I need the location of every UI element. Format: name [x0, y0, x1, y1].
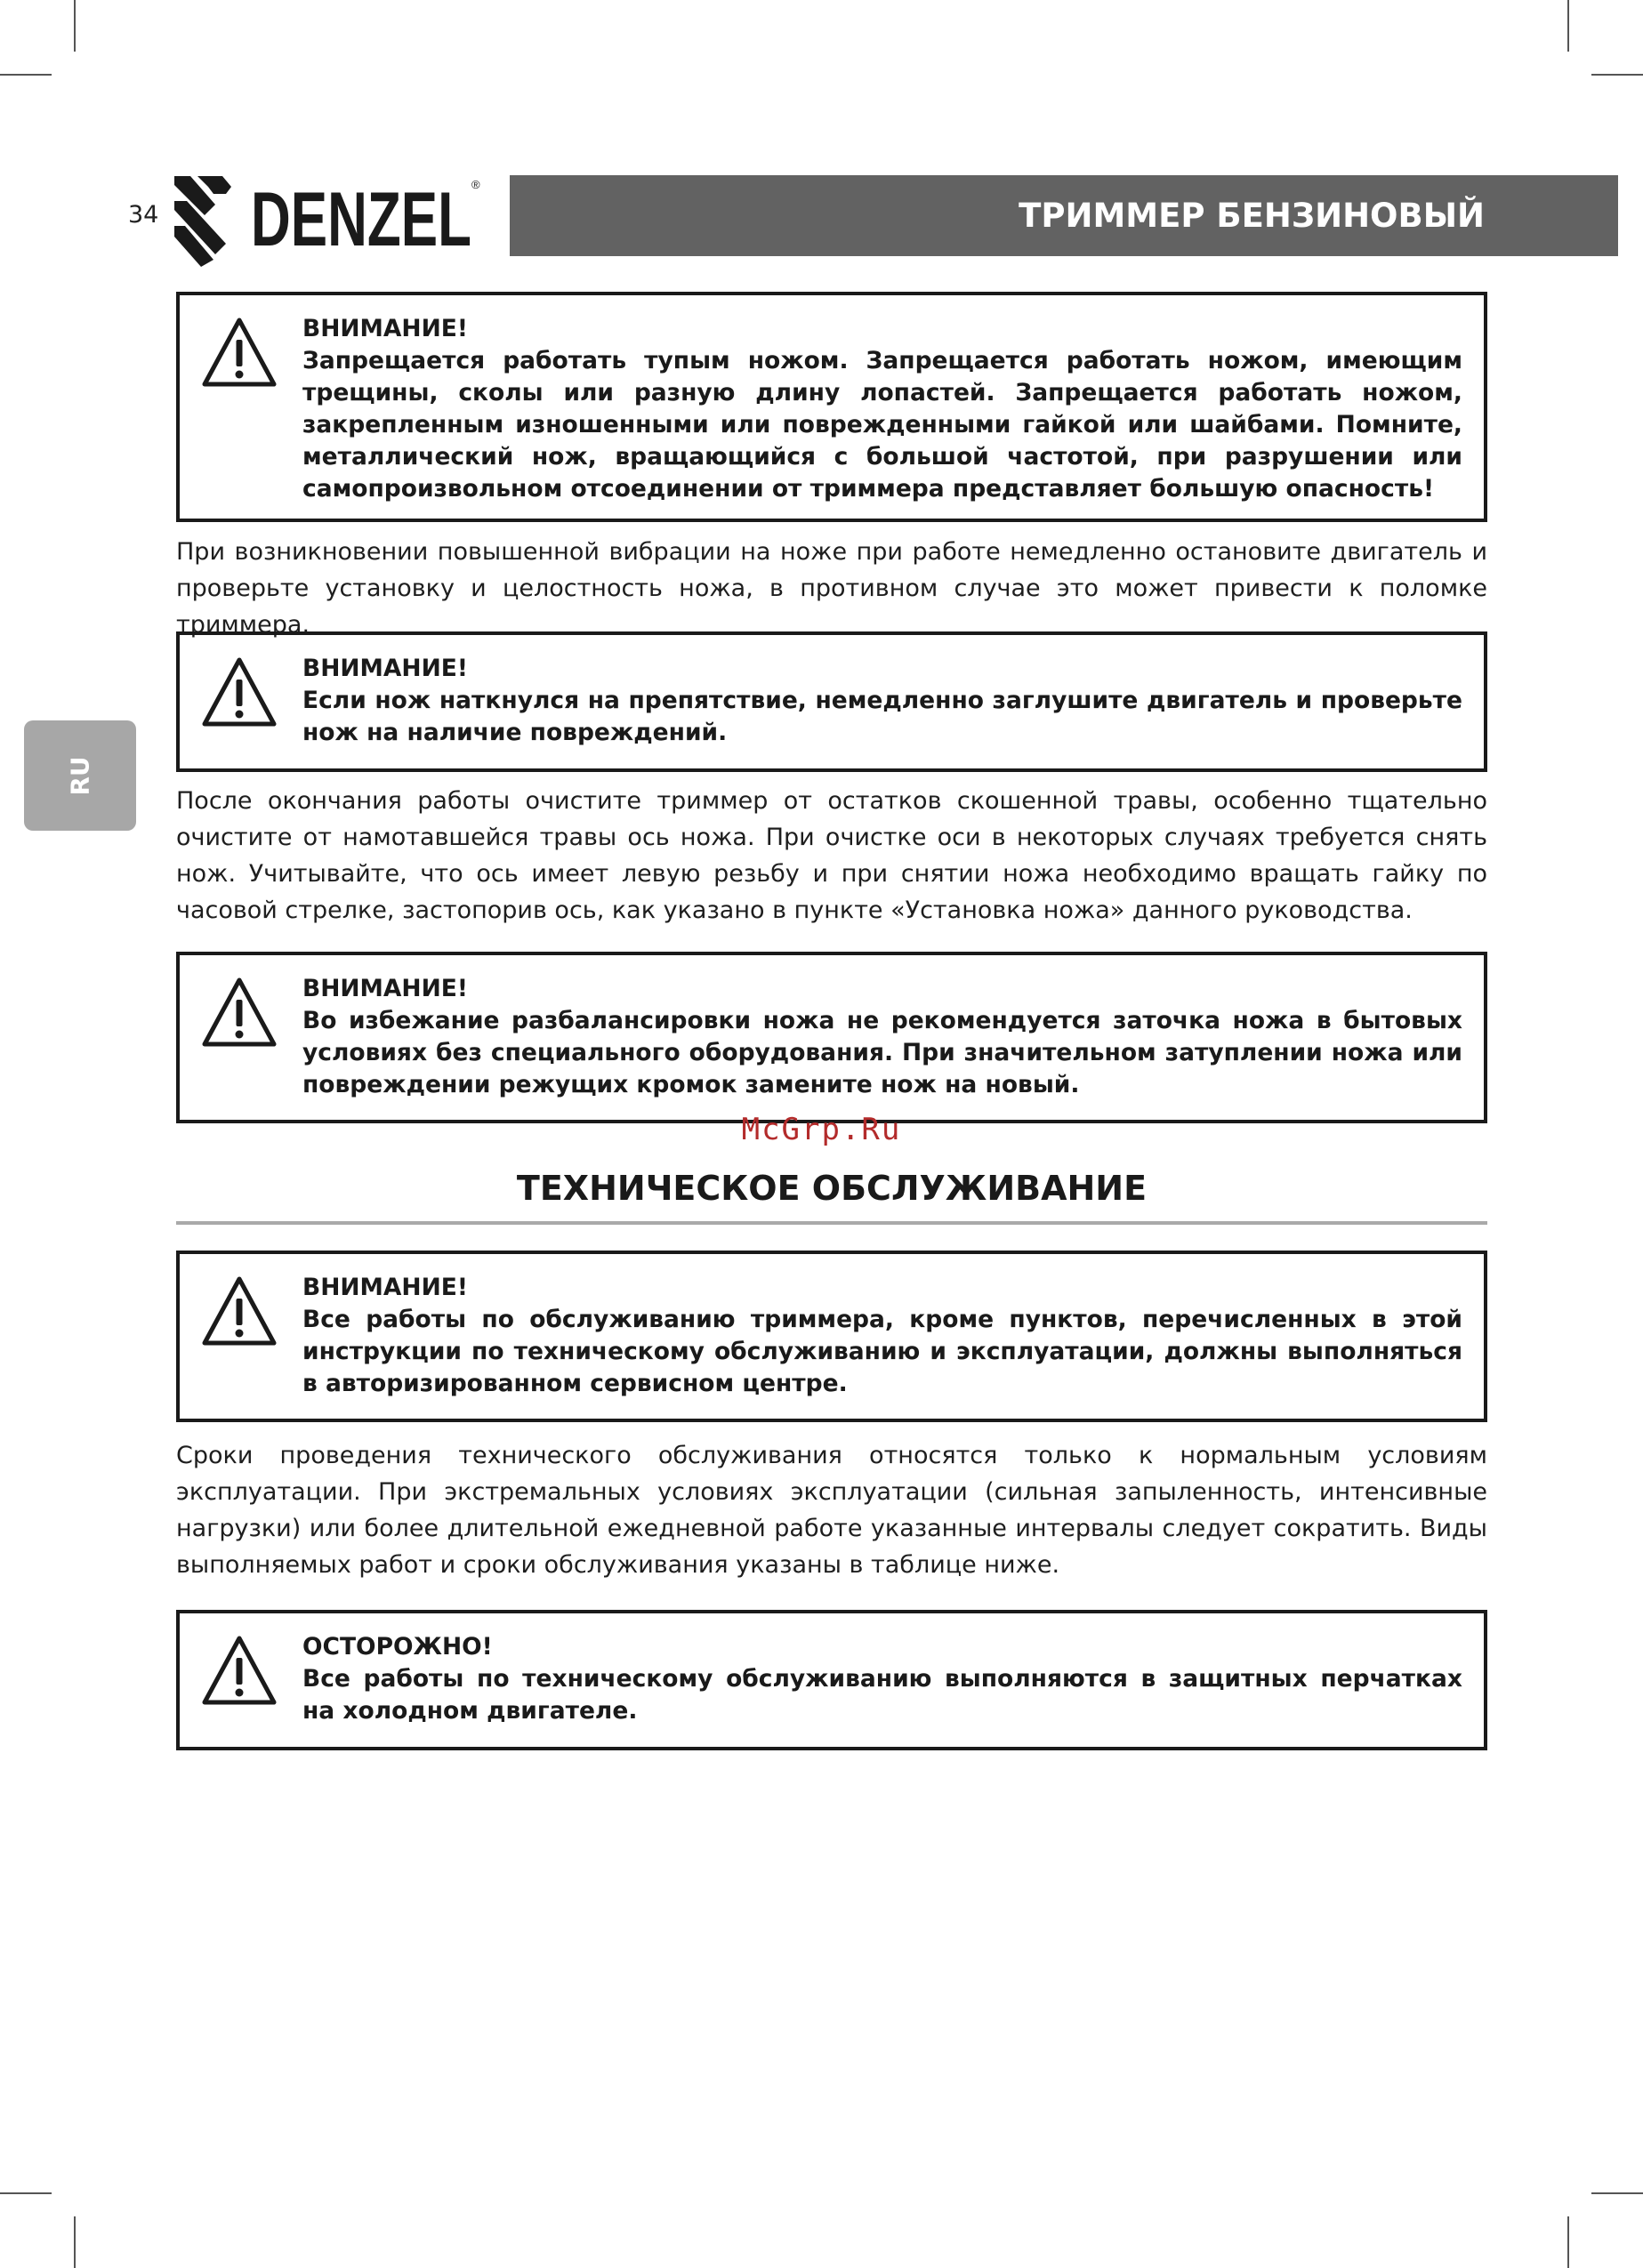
language-tab — [24, 720, 136, 831]
denzel-logo — [174, 174, 480, 267]
crop-mark — [74, 0, 76, 52]
svg-text:®: ® — [471, 178, 480, 191]
header-bar — [510, 175, 1618, 256]
crop-mark — [1567, 0, 1569, 52]
watermark: McGrp.Ru — [741, 1112, 902, 1147]
crop-mark — [1591, 74, 1643, 76]
header-title: ТРИММЕР БЕНЗИНОВЫЙ — [1019, 197, 1485, 235]
warning-text: Все работы по техническому обслуживанию выполняются в защитных перчатках на холодном двигателе. — [302, 1665, 1462, 1725]
language-label: RU — [65, 755, 95, 796]
warning-triangle-icon — [199, 315, 279, 390]
warning-box — [176, 292, 1487, 522]
warning-box — [176, 1251, 1487, 1422]
crop-mark — [74, 2216, 76, 2268]
section-title: ТЕХНИЧЕСКОЕ ОБСЛУЖИВАНИЕ — [516, 1169, 1148, 1208]
warning-triangle-icon — [199, 1633, 279, 1708]
warning-heading: ВНИМАНИЕ! — [302, 655, 468, 682]
warning-box — [176, 631, 1487, 772]
warning-box — [176, 952, 1487, 1123]
paragraph: После окончания работы очистите триммер от остатков скошенной травы, особенно тщательно очистите от намотавшейся травы ось ножа. При очистке оси в некоторых случаях требуется снять нож. Учитывайте, что ось имеет левую резьбу и при снятии ножа необходимо вращать гайку по часовой стрелке, застопорив ось, как указано в пункте «Установка ножа» данного руководства. — [176, 787, 1487, 924]
warning-box — [176, 1610, 1487, 1750]
paragraph: При возникновении повышенной вибрации на ноже при работе немедленно остановите двигатель и проверьте установку и целостность ножа, в противном случае это может привести к поломке триммера. — [176, 538, 1487, 639]
section-divider — [176, 1221, 1487, 1225]
warning-heading: ВНИМАНИЕ! — [302, 1274, 468, 1301]
crop-mark — [1567, 2216, 1569, 2268]
paragraph: Сроки проведения технического обслуживания относятся только к нормальным условиям эксплуатации. При экстремальных условиях эксплуатации (сильная запыленность, интенсивные нагрузки) или более длительной ежедневной работе указанные интервалы следует сократить. Виды выполняемых работ и сроки обслуживания указаны в таблице ниже. — [176, 1442, 1487, 1579]
warning-text: Если нож наткнулся на препятствие, немедленно заглушите двигатель и проверьте нож на наличие повреждений. — [302, 687, 1462, 746]
warning-text: Во избежание разбалансировки ножа не рекомендуется заточка ножа в бытовых условиях без специального оборудования. При значительном затуплении ножа или повреждении режущих кромок замените нож на новый. — [302, 1007, 1462, 1098]
warning-heading: ВНИМАНИЕ! — [302, 315, 468, 342]
crop-mark — [0, 2192, 52, 2194]
warning-text: Все работы по обслуживанию триммера, кроме пунктов, перечисленных в этой инструкции по техническому обслуживанию и эксплуатации, должны выполняться в авторизированном сервисном центре. — [302, 1306, 1462, 1397]
warning-triangle-icon — [199, 1274, 279, 1348]
crop-mark — [0, 74, 52, 76]
warning-triangle-icon — [199, 655, 279, 729]
crop-mark — [1591, 2192, 1643, 2194]
warning-heading: ОСТОРОЖНО! — [302, 1633, 493, 1661]
brand-name: DENZEL — [251, 177, 471, 262]
warning-text: Запрещается работать тупым ножом. Запрещается работать ножом, имеющим трещины, сколы или разную длину лопастей. Запрещается работать ножом, закрепленным изношенными или поврежденными гайкой или шайбами. Помните, металлический нож, вращающийся с большой частотой, при разрушении или самопроизвольном отсоединении от триммера представляет большую опасность! — [302, 347, 1462, 503]
page-number: 34 — [128, 201, 159, 229]
warning-heading: ВНИМАНИЕ! — [302, 975, 468, 1002]
warning-triangle-icon — [199, 975, 279, 1050]
